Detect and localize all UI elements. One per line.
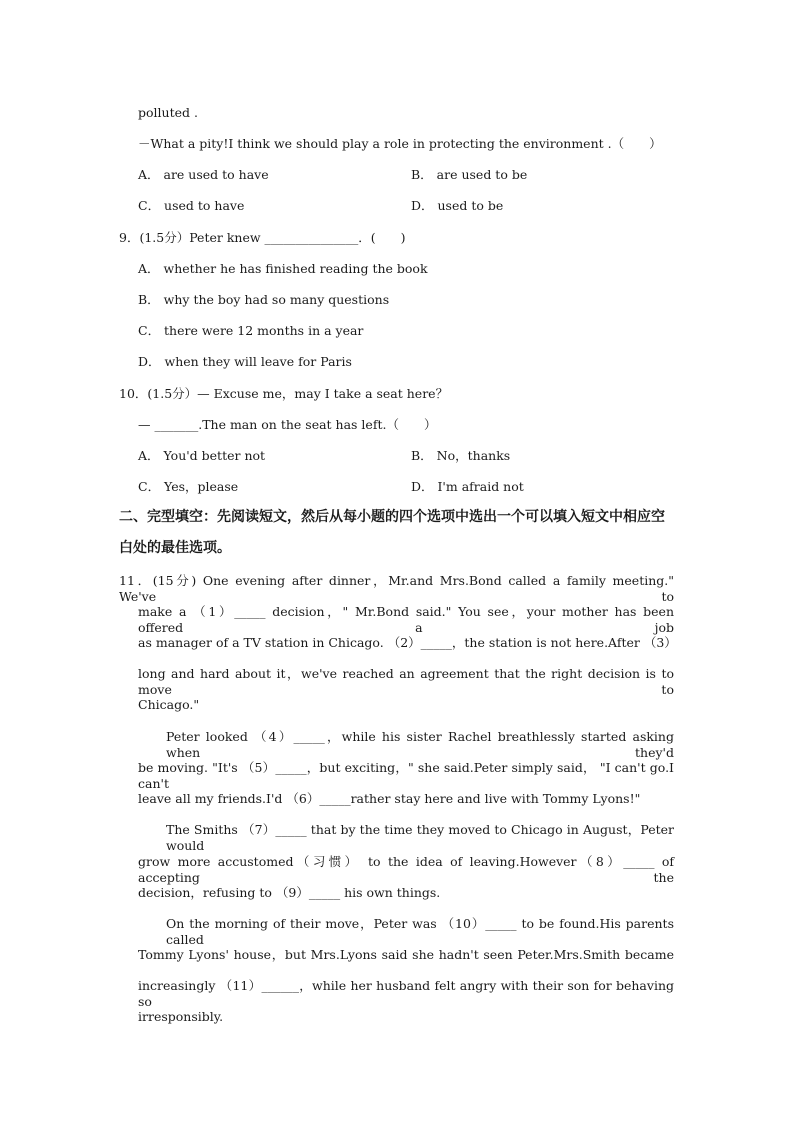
q10-option-d: D． I'm afraid not <box>411 479 524 494</box>
q9-option-a: A． whether he has finished reading the book <box>138 261 428 276</box>
passage-line: be moving. "It's （5）_____，but exciting，" she said.Peter simply said， "I can't go.I can't <box>138 760 674 791</box>
passage-line: Tommy Lyons' house，but Mrs.Lyons said she hadn't seen Peter.Mrs.Smith became <box>138 947 674 962</box>
passage-line: The Smiths （7）_____ that by the time they moved to Chicago in August，Peter would <box>166 822 674 853</box>
q9-option-d: D． when they will leave for Paris <box>138 354 352 369</box>
q10-option-b: B． No，thanks <box>411 448 511 463</box>
q9-option-b: B． why the boy had so many questions <box>138 292 390 307</box>
q10-line2: — _______.The man on the seat has left.（ ） <box>138 417 437 432</box>
q8-option-d: D． used to be <box>411 198 504 213</box>
passage-line: decision，refusing to （9）_____ his own things. <box>138 885 441 900</box>
passage-line: leave all my friends.I'd （6）_____rather stay here and live with Tommy Lyons!" <box>138 791 641 806</box>
section-heading-line1: 二、完型填空：先阅读短文，然后从每小题的四个选项中选出一个可以填入短文中相应空 <box>119 509 665 525</box>
q10-option-c: C． Yes，please <box>138 479 239 494</box>
q8-option-c: C． used to have <box>138 198 245 213</box>
q9-option-c: C． there were 12 months in a year <box>138 323 364 338</box>
passage-line: grow more accustomed（习惯） to the idea of leaving.However（8）_____ of accepting the <box>138 854 674 885</box>
passage-line: Peter looked （4）_____，while his sister Rachel breathlessly started asking when they'd <box>166 729 674 760</box>
q8-text-line2: －What a pity!I think we should play a role in protecting the environment .（ ） <box>138 136 662 151</box>
passage-line: On the morning of their move，Peter was （10）_____ to be found.His parents called <box>166 916 674 947</box>
section-heading-line2: 白处的最佳选项。 <box>119 540 231 556</box>
passage-line: Chicago." <box>138 697 200 712</box>
passage-line: increasingly （11）______，while her husband felt angry with their son for behaving so <box>138 978 674 1009</box>
q10-stem: 10．(1.5分）— Excuse me，may I take a seat here？ <box>119 386 449 401</box>
passage-line: as manager of a TV station in Chicago. （2）_____，the station is not here.After （3） <box>138 635 677 650</box>
passage-line: 11．(15分) One evening after dinner，Mr.and Mrs.Bond called a family meeting." We've to <box>119 573 674 604</box>
q8-option-b: B． are used to be <box>411 167 528 182</box>
q8-option-a: A． are used to have <box>138 167 269 182</box>
q8-text-line1: polluted . <box>138 105 198 120</box>
q9-stem: 9．(1.5分）Peter knew _______________．( ) <box>119 230 406 245</box>
passage-line: irresponsibly. <box>138 1009 224 1024</box>
q10-option-a: A． You'd better not <box>138 448 266 463</box>
passage-line: make a （1）_____ decision，" Mr.Bond said." You see，your mother has been offered a job <box>138 604 674 635</box>
passage-line: long and hard about it，we've reached an agreement that the right decision is to move to <box>138 666 674 697</box>
